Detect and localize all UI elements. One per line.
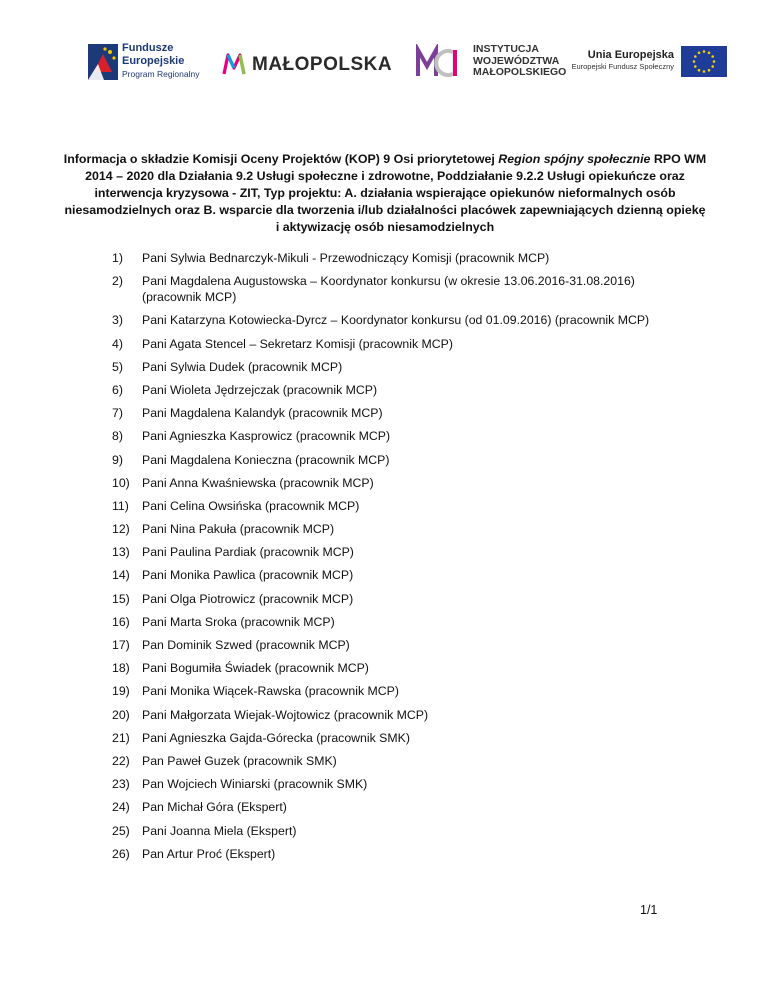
list-item-number: 14) [112,568,130,583]
mcp-logo [415,40,565,86]
list-item-number: 25) [112,823,130,838]
list-item-number: 1) [112,251,123,265]
list-item-number: 5) [112,359,123,374]
list-item-number: 7) [112,406,123,421]
list-item [112,846,672,862]
list-item-text: Pan Artur Proć (Ekspert) [142,846,276,861]
list-item-number: 3) [112,313,123,328]
list-item-number: 6) [112,382,123,397]
list-item-text: Pan Wojciech Winiarski (pracownik SMK) [142,777,368,792]
list-item-text: Pani Agnieszka Kasprowicz (pracownik MCP) [142,429,391,444]
list-item [112,776,672,792]
list-item-number: 16) [112,614,130,629]
list-item-number: 17) [112,638,130,652]
committee-members-list [112,250,672,869]
list-item-text: Pani Bogumiła Świadek (pracownik MCP) [142,661,369,676]
malopolska-icon [222,52,246,76]
fe-line3: Program Regionalny [122,69,200,79]
list-item-number: 19) [112,684,130,699]
list-item [112,591,672,607]
list-item [112,660,672,676]
list-item-number: 8) [112,429,123,444]
ue-text [570,48,674,72]
list-item [112,707,672,723]
list-item [112,498,672,514]
list-item [112,683,672,699]
list-item [112,637,672,653]
list-item [112,405,672,421]
list-item-text: Pan Paweł Guzek (pracownik SMK) [142,753,337,768]
list-item-text: Pani Monika Wiącek-Rawska (pracownik MCP) [142,684,399,699]
list-item-text: Pani Małgorzata Wiejak-Wojtowicz (pracownik MCP) [142,707,429,722]
list-item [112,567,672,583]
list-item [112,475,672,491]
mcp-icon [415,44,467,82]
list-item-number: 20) [112,707,130,722]
list-item-text: Pani Marta Sroka (pracownik MCP) [142,614,335,629]
list-item [112,382,672,398]
list-item [112,544,672,560]
unia-europejska-logo [570,40,730,86]
list-item-text: Pani Magdalena Kalandyk (pracownik MCP) [142,406,383,421]
list-item-text: Pani Sylwia Dudek (pracownik MCP) [142,359,343,374]
list-item-text: Pan Michał Góra (Ekspert) [142,800,287,815]
list-item [112,312,672,328]
malopolska-text: MAŁOPOLSKA [252,54,393,75]
fe-line2: Europejskie [122,55,185,67]
eu-flag-icon [681,46,727,77]
list-item [112,359,672,375]
list-item-number: 24) [112,800,130,815]
list-item-text: Pani Anna Kwaśniewska (pracownik MCP) [142,475,374,490]
title-part1: Informacja o składzie Komisji Oceny Projektów (KOP) 9 Osi priorytetowej [63,152,499,166]
list-item [112,614,672,630]
list-item-text: Pani Magdalena Augustowska – Koordynator konkursu (w okresie 13.06.2016-31.08.2016) (pracownik MCP) [142,274,635,305]
list-item [112,823,672,839]
list-item-number: 18) [112,661,130,676]
list-item-number: 2) [112,274,123,289]
fundusze-europejskie-icon [88,44,118,80]
list-item-text: Pani Agata Stencel – Sekretarz Komisji (pracownik MCP) [142,336,453,351]
malopolska-logo [222,40,392,86]
fe-line1: Fundusze [122,42,174,54]
list-item [112,452,672,468]
list-item [112,730,672,746]
list-item-number: 22) [112,753,130,768]
list-item [112,521,672,537]
mcp-line3: MAŁOPOLSKIEGO [473,66,567,78]
list-item-number: 23) [112,777,130,792]
list-item-text: Pani Agnieszka Gajda-Górecka (pracownik SMK) [142,730,410,745]
list-item [112,273,672,305]
title-part2: RPO WM 2014 – 2020 dla Działania 9.2 Usługi społeczne i zdrowotne, Poddziałanie 9.2.2 Usługi opiekuńcze oraz interwencja kryzysowa - ZIT, Typ projektu: A. działania wspierające opiekunów nieformalnych osób niesamodzielnych oraz B. wsparcie dla tworzenia i/lub działalności placówek zapewniających dzienną opiekę i aktywizację osób niesamodzielnych [64,152,707,234]
logo-bar [0,40,768,90]
list-item [112,250,672,266]
list-item-text: Pani Monika Pawlica (pracownik MCP) [142,568,354,583]
list-item-text: Pani Wioleta Jędrzejczak (pracownik MCP) [142,382,378,397]
document-title [62,151,708,236]
mcp-line1: INSTYTUCJA [473,43,539,55]
list-item [112,753,672,769]
list-item-number: 9) [112,452,123,467]
list-item [112,336,672,352]
list-item-number: 12) [112,522,130,537]
page-number: 1/1 [640,903,658,917]
list-item-number: 21) [112,730,130,745]
list-item-number: 13) [112,545,130,560]
list-item-text: Pani Katarzyna Kotowiecka-Dyrcz – Koordynator konkursu (od 01.09.2016) (pracownik MCP) [142,313,650,328]
ue-line2: Europejski Fundusz Społeczny [571,62,674,71]
list-item-number: 11) [112,498,129,513]
list-item-text: Pani Celina Owsińska (pracownik MCP) [142,498,360,513]
list-item-number: 15) [112,591,130,606]
list-item-number: 26) [112,846,130,861]
mcp-text [473,44,566,79]
list-item-text: Pani Paulina Pardiak (pracownik MCP) [142,545,354,560]
list-item-text: Pani Sylwia Bednarczyk-Mikuli - Przewodniczący Komisji (pracownik MCP) [142,251,550,265]
list-item-text: Pani Magdalena Konieczna (pracownik MCP) [142,452,390,467]
list-item-text: Pani Olga Piotrowicz (pracownik MCP) [142,591,354,606]
title-italic: Region spójny społecznie [498,152,651,166]
fundusze-europejskie-text [122,42,199,81]
list-item-text: Pani Nina Pakuła (pracownik MCP) [142,522,335,537]
list-item-text: Pani Joanna Miela (Ekspert) [142,823,297,838]
list-item [112,799,672,815]
list-item-number: 4) [112,336,123,351]
list-item-text: Pan Dominik Szwed (pracownik MCP) [142,638,350,652]
ue-line1: Unia Europejska [587,49,674,61]
list-item [112,428,672,444]
list-item-number: 10) [112,475,130,490]
fundusze-europejskie-logo [88,40,208,86]
mcp-line2: WOJEWÓDZTWA [473,54,560,67]
